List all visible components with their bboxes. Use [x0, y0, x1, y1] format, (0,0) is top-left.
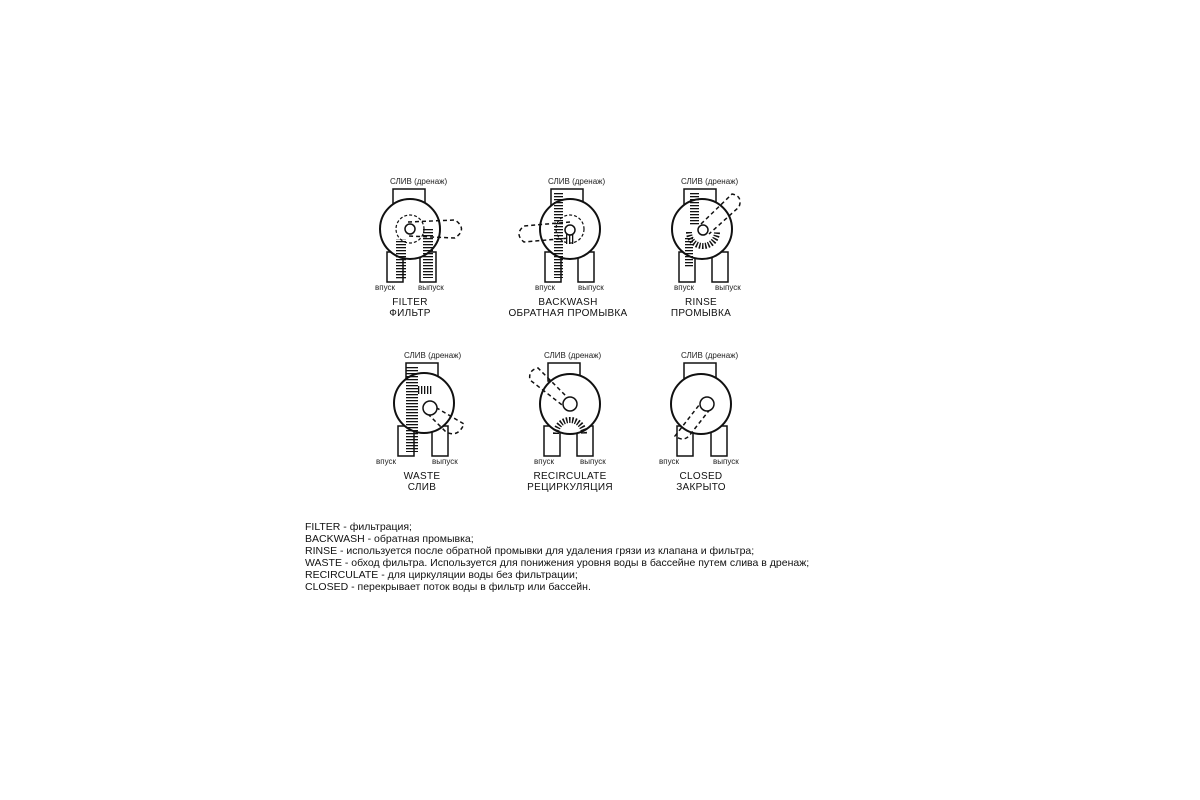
drain-label: СЛИВ (дренаж): [681, 351, 739, 360]
outlet-label: выпуск: [432, 457, 458, 466]
panel-subtitle: ПРОМЫВКА: [670, 308, 732, 319]
panel-title: BACKWASH: [538, 297, 598, 308]
legend-item-recirculate: RECIRCULATE - для циркуляции воды без фильтрации;: [305, 569, 578, 582]
drain-label: СЛИВ (дренаж): [681, 177, 739, 186]
panel-title: RECIRCULATE: [533, 471, 607, 482]
inlet-label: впуск: [376, 457, 396, 466]
drain-label: СЛИВ (дренаж): [404, 351, 462, 360]
panel-waste: [346, 346, 506, 506]
panel-filter: [330, 172, 490, 332]
panel-rinse: [629, 172, 789, 332]
panel-subtitle: ОБРАТНАЯ ПРОМЫВКА: [508, 308, 628, 319]
legend-item-closed: CLOSED - перекрывает поток воды в фильтр или бассейн.: [305, 581, 591, 594]
outlet-label: выпуск: [713, 457, 739, 466]
legend-item-rinse: RINSE - используется после обратной промывки для удаления грязи из клапана и фильтра;: [305, 545, 755, 558]
outlet-label: выпуск: [715, 283, 741, 292]
drain-label: СЛИВ (дренаж): [544, 351, 602, 360]
panel-subtitle: ЗАКРЫТО: [676, 482, 726, 493]
outlet-label: выпуск: [580, 457, 606, 466]
drain-label: СЛИВ (дренаж): [390, 177, 448, 186]
panel-subtitle: СЛИВ: [407, 482, 437, 493]
legend-item-backwash: BACKWASH - обратная промывка;: [305, 533, 474, 546]
panel-title: FILTER: [392, 297, 428, 308]
inlet-label: впуск: [534, 457, 554, 466]
legend-list: [305, 521, 925, 594]
outlet-label: выпуск: [418, 283, 444, 292]
inlet-label: впуск: [375, 283, 395, 292]
panel-title: WASTE: [403, 471, 441, 482]
panel-subtitle: ФИЛЬТР: [389, 308, 431, 319]
panel-subtitle: РЕЦИРКУЛЯЦИЯ: [527, 482, 613, 493]
outlet-label: выпуск: [578, 283, 604, 292]
legend-item-filter: FILTER - фильтрация;: [305, 521, 412, 533]
panel-closed: [629, 346, 789, 506]
panel-title: RINSE: [684, 297, 718, 308]
legend-item-waste: WASTE - обход фильтра. Используется для понижения уровня воды в бассейне путем слива в дренаж;: [305, 557, 810, 570]
panel-title: CLOSED: [679, 471, 723, 482]
drain-label: СЛИВ (дренаж): [548, 177, 606, 186]
inlet-label: впуск: [535, 283, 555, 292]
inlet-label: впуск: [659, 457, 679, 466]
inlet-label: впуск: [674, 283, 694, 292]
